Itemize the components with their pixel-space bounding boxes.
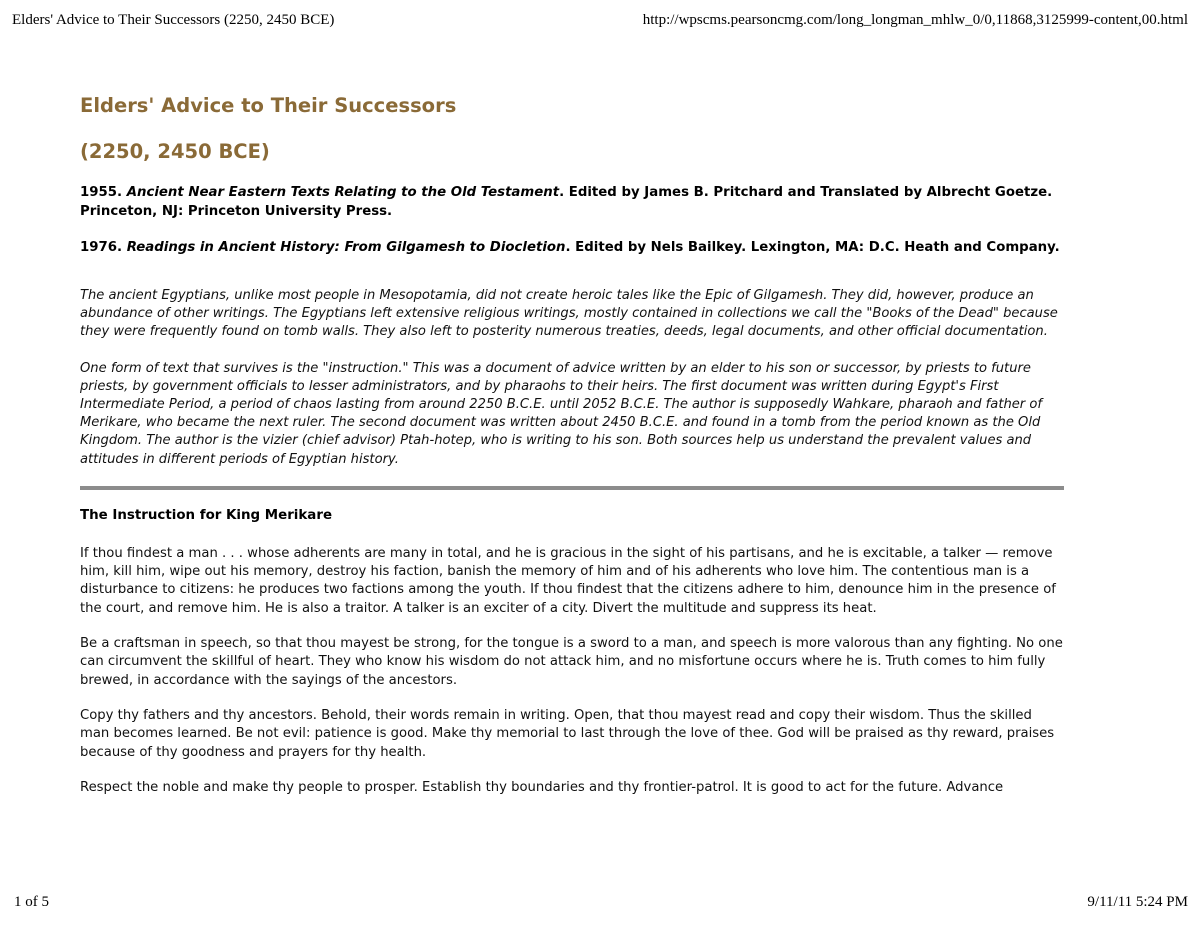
print-timestamp: 9/11/11 5:24 PM <box>1087 894 1188 910</box>
citation-work: Readings in Ancient History: From Gilgamesh to Diocletion <box>126 240 566 255</box>
print-header-url: http://wpscms.pearsoncmg.com/long_longman_mhlw_0/0,11868,3125999-content,00.html <box>642 12 1188 28</box>
document-subtitle: (2250, 2450 BCE) <box>80 140 270 163</box>
intro-paragraph: The ancient Egyptians, unlike most people in Mesopotamia, did not create heroic tales like the Epic of Gilgamesh. They did, however, produce an abundance of other writings. The Egyptians left extensive religious writings, mostly contained in collections we call the "Books of the Dead" because they were frequently found on tomb walls. They also left to posterity numerous treaties, deeds, legal documents, and other official documentation. <box>80 288 1058 340</box>
body-paragraph: Respect the noble and make thy people to prosper. Establish thy boundaries and thy frontier-patrol. It is good to act for the future. Advance <box>80 779 1004 795</box>
body-paragraph: Copy thy fathers and thy ancestors. Behold, their words remain in writing. Open, that thou mayest read and copy their wisdom. Thus the skilled man becomes learned. Be not evil: patience is good. Make thy memorial to last through the love of thee. God will be praised as thy reward, praises because of thy goodness and prayers for thy health. <box>80 707 1055 760</box>
citation <box>80 238 1065 257</box>
citation-details: . Edited by James B. Pritchard and Translated by Albrecht Goetze. Princeton, NJ: Princeton University Press. <box>80 185 1053 219</box>
body-paragraph: If thou findest a man . . . whose adherents are many in total, and he is gracious in the sight of his partisans, and he is excitable, a talker — remove him, kill him, wipe out his memory, destroy his faction, banish the memory of him and of his adherents who love him. The contentious man is a disturbance to citizens: he produces two factions among the youth. If thou findest that the citizens adhere to him, denounce him in the presence of the court, and remove him. He is also a traitor. A talker is an exciter of a city. Divert the multitude and suppress its heat. <box>80 545 1056 616</box>
print-header-title: Elders' Advice to Their Successors (2250, 2450 BCE) <box>12 12 335 28</box>
page-indicator: 1 of 5 <box>14 894 49 910</box>
citation-work: Ancient Near Eastern Texts Relating to the Old Testament <box>126 185 560 200</box>
intro-paragraph: One form of text that survives is the "instruction." This was a document of advice written by an elder to his son or successor, by priests to future priests, by government officials to lesser administrators, and by pharaohs to their heirs. The first document was written during Egypt's First Intermediate Period, a period of chaos lasting from around 2250 B.C.E. until 2052 B.C.E. The author is supposedly Wahkare, pharaoh and father of Merikare, who became the next ruler. The second document was written about 2450 B.C.E. and found in a tomb from the period known as the Old Kingdom. The author is the vizier (chief advisor) Ptah-hotep, who is writing to his son. Both sources help us understand the prevalent values and attitudes in different periods of Egyptian history. <box>80 360 1042 467</box>
citation-year: 1976. <box>80 240 123 255</box>
horizontal-divider <box>80 486 1064 490</box>
citation-details: . Edited by Nels Bailkey. Lexington, MA: D.C. Heath and Company. <box>565 240 1060 255</box>
section-title: The Instruction for King Merikare <box>80 507 333 523</box>
document-body <box>80 93 1065 797</box>
citation-year: 1955. <box>80 185 123 200</box>
document-title: Elders' Advice to Their Successors <box>80 94 457 117</box>
citation <box>80 183 1065 221</box>
body-paragraph: Be a craftsman in speech, so that thou mayest be strong, for the tongue is a sword to a man, and speech is more valorous than any fighting. No one can circumvent the skillful of heart. They who know his wisdom do not attack him, and no misfortune occurs where he is. Truth comes to him fully brewed, in accordance with the sayings of the ancestors. <box>80 636 1063 688</box>
